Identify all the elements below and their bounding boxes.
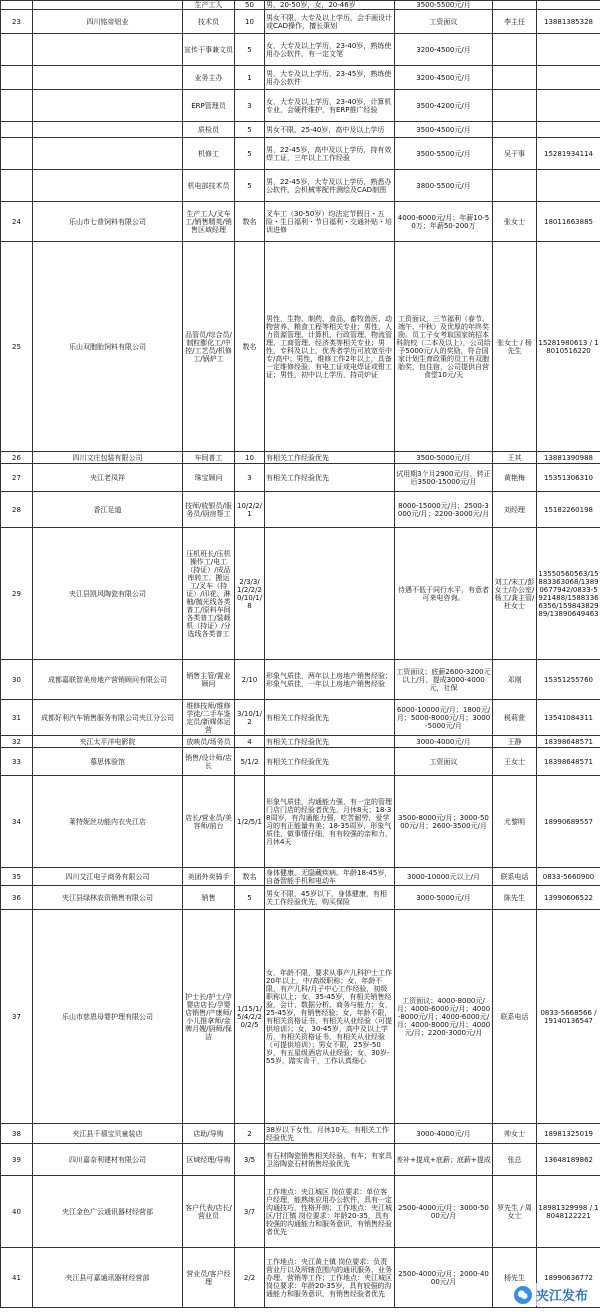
table-cell: 刘经理 [493,492,537,528]
table-cell: 3500-5000元/月 [395,452,493,464]
table-cell [33,66,183,90]
table-cell: 3 [235,90,265,122]
table-cell: 18990689557 [537,776,600,868]
table-cell: 有相关工作经验优先 [265,736,395,748]
table-cell: 客户代表/店长/营业员 [183,1176,235,1248]
table-cell: 夹江县凯风陶瓷有限公司 [33,528,183,660]
table-row [1,452,600,464]
table-cell: 质检员 [183,122,235,138]
table-cell: 3500-5500元/月 [395,138,493,170]
table-cell: 女，年龄不限，要求从事产儿科护士工作20年以上，中/高级职称；女，年龄不限，有产儿科/月子中心工作经验，初级职称以上；女，35-45岁，有相关销售经验，会计、数据分析、商务与能力；女，25-45岁，有销售经验；女，年龄不限，有相关资格证书，有相关从业经验（可提供培训）；女，30-45岁，高中及以上学历，有相关资格证书，有相关从业经验（可提供培训）；男女不限，25岁-50岁，有五星级酒店从业经验；女，30岁-55岁，踏实肯干，工作认真细心 [265,910,395,1124]
table-cell [493,34,537,66]
table-cell: 5 [235,138,265,170]
table-row [1,34,600,66]
table-cell: 3200-4500元/月 [395,34,493,66]
table-cell: 13550560563/15883363068/13890677942/0833-5921488/15883366356/15984382989/13890649463 [537,528,600,660]
table-cell: 3 [235,464,265,492]
table-cell: 销售 [183,886,235,910]
table-cell: 有石材陶瓷销售相关经验，有车；有家具卫浴陶瓷石材销售经验优先 [265,1144,395,1176]
table-cell: 37 [1,910,33,1124]
table-cell: 形象气质佳，两年以上房地产销售经验；形象气质佳，一年以上房地产销售经验 [265,660,395,700]
table-cell: 15351255760 [537,660,600,700]
table-cell [33,34,183,66]
table-cell: 工资面议；4000-8000元/月；4000-6000元/月；4000-8000元/月；4000-6000元/月；4000-8000元/月；4000元/月；2200-3000元/月 [395,910,493,1124]
table-cell: 生产工人 [183,1,235,10]
table-cell: 试用期3个月2900元/月，转正后3500-15000元/月 [395,464,493,492]
table-cell: 成都嘉联智美房地产营销顾问有限公司 [33,660,183,700]
table-cell [33,90,183,122]
table-cell: 15281980613 / 18010516220 [537,242,600,452]
table-cell: 29 [1,528,33,660]
table-cell: 18990636772 [537,1248,600,1308]
table-cell: 维修技师/维修学徒/二手车鉴定员/新媒体运营 [183,700,235,736]
table-cell: 3000-10000元以上/月 [395,868,493,886]
table-cell: 夹江老凤祥 [33,464,183,492]
table-cell: 王其 [493,452,537,464]
table-row [1,1176,600,1248]
table-cell: 乐山市慈恩母婴护理有限公司 [33,910,183,1124]
table-cell: 3/7 [235,1176,265,1248]
table-cell: 27 [1,464,33,492]
table-cell: 夹江金色广云通讯器材经营部 [33,1176,183,1248]
table-cell: 26 [1,452,33,464]
table-cell: 身体健康，无隐藏疾病。年龄18-45岁，自备智能手机和电动车 [265,868,395,886]
table-cell: 宣传干事兼文员 [183,34,235,66]
table-cell: 男女不限，25-40岁，高中及以上学历 [265,122,395,138]
table-cell: 6000-10000元/月；1800元/月；5000-8000元/月；3000-5000元/月 [395,700,493,736]
table-row [1,748,600,776]
table-cell [537,34,600,66]
table-cell: 1/2/5/1 [235,776,265,868]
table-cell: 压机班长/压机操作工/电工（持证）/成品库转工、搬运工/叉车（持证）/印花、淋釉/抛光线各类普工/原料车间各类普工/装载机（持证）/分选线各类普工 [183,528,235,660]
table-cell: 5 [235,886,265,910]
table-cell: 工资面议 [395,10,493,34]
table-cell [1,170,33,202]
table-cell [33,138,183,170]
table-cell: 2/2 [235,1248,265,1308]
table-cell: 店助/导购 [183,1124,235,1144]
table-cell: 四川铭帝铝业 [33,10,183,34]
table-row [1,242,600,452]
table-cell: 13541084311 [537,700,600,736]
table-cell: 珠宝顾问 [183,464,235,492]
table-cell: 3500-8000元/月；3000-5000元/月；2600-3500元/月 [395,776,493,868]
table-cell: 18398648571 [537,748,600,776]
table-cell: 38 [1,1124,33,1144]
table-cell: 叉车工（30-50岁）均法定节假日・五险・生日福利・节日福利・交通补贴・培训进修 [265,202,395,242]
table-cell: 8000-15000元/月；2500-3000元/月；2200-3000元/月 [395,492,493,528]
table-row [1,736,600,748]
table-cell: 10 [235,452,265,464]
table-cell: 机电部技术员 [183,170,235,202]
table-cell: 5 [235,122,265,138]
table-cell: 车间普工 [183,452,235,464]
table-cell: 3000-4000元/月 [395,1124,493,1144]
table-cell: 有相关工作经验优先 [265,464,395,492]
table-cell: 女，大专及以上学历，23-40岁，熟练使用办公软件，有一定文笔 [265,34,395,66]
table-row [1,776,600,868]
table-cell [493,66,537,90]
table-cell: 3500-5500元/月 [395,1,493,10]
table-cell: 24 [1,202,33,242]
table-cell: 13881390988 [537,452,600,464]
table-cell: 放映员/场务员 [183,736,235,748]
table-cell [33,170,183,202]
table-cell: 15182260198 [537,492,600,528]
table-row [1,90,600,122]
table-cell: 13990606522 [537,886,600,910]
table-cell: 数名 [235,202,265,242]
table-cell: 杨先生 [493,1248,537,1308]
table-cell: 莱特妮丝功能内衣夹江店 [33,776,183,868]
table-cell [493,90,537,122]
table-cell [1,122,33,138]
table-row [1,464,600,492]
table-cell: 夹江县可嘉通讯器材经营部 [33,1248,183,1308]
table-cell: 夹江太平洋电影院 [33,736,183,748]
table-cell: 10 [235,10,265,34]
watermark-text: 夹江发布 [535,1289,588,1304]
table-cell: 2500-4000元/月；3000-5000元/月 [395,1176,493,1248]
table-cell: 36 [1,886,33,910]
table-row [1,910,600,1124]
table-cell [1,138,33,170]
table-cell: 工资面议，三节福利（春节、端午、中秋）及优厚的年终奖励。员工子女考取国家统招本科院校（二本及以上），公司给予5000元/人的奖励，符合国家计划生育政策的员工有双胞胎奖，包住宿，公司提供自营食堂10元/天 [395,242,493,452]
table-cell [537,66,600,90]
table-cell: 品管员/综合员/制粒膨化工/中控/工艺员/机修工/锅炉工 [183,242,235,452]
table-cell [537,90,600,122]
table-cell: 3500-4200元/月 [395,90,493,122]
table-cell: 联系电话 [493,868,537,886]
table-row [1,1,600,10]
table-cell: 10/2/2/1 [235,492,265,528]
table-row [1,66,600,90]
table-cell: 工资面议 [395,748,493,776]
table-cell: 18981329998 / 18048122221 [537,1176,600,1248]
table-cell: 18011663885 [537,202,600,242]
table-cell: 差补+提成+底薪；底薪+提成 [395,1144,493,1176]
table-cell: 3000-5000元/月 [395,886,493,910]
table-cell: 4000-6000元/月；年薪10-50万；年薪50-200万 [395,202,493,242]
table-cell: 23 [1,10,33,34]
table-cell: 吴干事 [493,138,537,170]
table-row [1,660,600,700]
table-cell: 护士长/护士/孕婴店店长/孕婴店销售/产康师/小儿推拿师/金牌月嫂/厨师/保洁 [183,910,235,1124]
table-cell: 数名 [235,242,265,452]
table-cell: 3800-5500元/月 [395,170,493,202]
table-row [1,122,600,138]
table-cell: 15281934114 [537,138,600,170]
table-cell: 31 [1,700,33,736]
table-cell: 5/1/2 [235,748,265,776]
table-cell: 区域经理/导购 [183,1144,235,1176]
table-cell: 28 [1,492,33,528]
table-cell: 工资面议；底薪2600-3200元以上/月，提成3000-4000元，社保 [395,660,493,700]
table-cell: 刘工/宋工/彭女士/办公室/杨工/龚主管/杜女士 [493,528,537,660]
table-cell [265,528,395,660]
table-cell [1,90,33,122]
table-row [1,202,600,242]
table-cell: 男，22-45岁，高中及以上学历，持有效焊工证，三年以上工作经验 [265,138,395,170]
table-cell: 男女不限，大专及以上学历，会手画设计或CAD操作，擅长策划 [265,10,395,34]
table-cell: 李主任 [493,10,537,34]
table-cell: 待遇不低于同行水平，有意者可来电咨询。 [395,528,493,660]
table-cell: 夹江县绿林农资销售有限公司 [33,886,183,910]
table-cell: 乐山市七普饲料有限公司 [33,202,183,242]
table-cell: 张女士 [493,202,537,242]
table-cell: 33 [1,748,33,776]
table-cell: 13881385328 [537,10,600,34]
table-cell: 工作地点：夹江城区 岗位要求：单位客户经理，能熟练应用办公软件，具有一定沟通技巧，性格开朗；工作地点：夹江城区/甘江镇 岗位要求：年龄20-35，具有较强的沟通能力和服务意识，有销售经验者优先 [265,1176,395,1248]
table-cell: 尤黎明 [493,776,537,868]
table-cell [265,492,395,528]
table-row [1,886,600,910]
table-cell: 销售/设计师/店长 [183,748,235,776]
table-cell: 有相关工作经验优先 [265,700,395,736]
table-row [1,868,600,886]
table-cell [33,1,183,10]
table-cell: 营业员/客户经理 [183,1248,235,1308]
table-cell [537,170,600,202]
table-cell: 41 [1,1248,33,1308]
table-cell: 四川文庄包装有限公司 [33,452,183,464]
table-cell: 男，22-45岁，大专及以上学历，熟悉办公软件，会机械零配件测绘及CAD制图 [265,170,395,202]
table-cell [537,1,600,10]
table-cell: 税莉萱 [493,700,537,736]
table-cell: 3/10/1/2 [235,700,265,736]
table-cell: 2500-4000元/月；2000-4000元/月 [395,1248,493,1308]
table-cell: 美团外卖骑手 [183,868,235,886]
table-cell: 四川嘉奈利建材有限公司 [33,1144,183,1176]
table-row [1,10,600,34]
table-cell [493,122,537,138]
table-cell: 0833-5668566 / 19140136547 [537,910,600,1124]
table-cell: 30 [1,660,33,700]
table-row [1,700,600,736]
table-cell [1,34,33,66]
table-cell: 0833-5660900 [537,868,600,886]
table-cell: 3/5 [235,1144,265,1176]
table-cell: 有相关工作经验优先 [265,748,395,776]
table-cell: 男，20-50岁，女，20-46岁 [265,1,395,10]
table-cell: 业务主办 [183,66,235,90]
table-cell: 男性，生物、制药、食品、畜牧兽医、动物营养、粮食工程等相关专业；男性，人力资源管理、计算机、行政管理、物流管理、工商管理、经济类等相关专业；男性，专科及以上，优秀者学历可放宽至中专/高中；男性，维修工作2年以上，具备一定维修经验，有电工证或电焊证或钳工证；男性，初中以上学历，持司炉证 [265,242,395,452]
table-row [1,528,600,660]
table-cell: 生产工人/叉车工/销售精英/销售区域经理 [183,202,235,242]
table-cell [493,1,537,10]
watermark [510,1283,592,1306]
table-cell: 2/10 [235,660,265,700]
table-cell: 18398648571 [537,736,600,748]
table-cell: 39 [1,1144,33,1176]
table-cell: 3000-4000元/月 [395,736,493,748]
table-cell: 有相关工作经验优先 [265,452,395,464]
table-cell: 13648189862 [537,1144,600,1176]
table-cell: 2/3/3/1/2/2/20/10/1/8 [235,528,265,660]
table-row [1,492,600,528]
wechat-icon [514,1286,532,1304]
table-cell: 夹江县千禧宝贝童装店 [33,1124,183,1144]
table-cell: 男女不限，45岁以下，身体健康，有相关工作经验优先，购买保险 [265,886,395,910]
table-cell: 王静 [493,736,537,748]
table-cell: 邓刚 [493,660,537,700]
table-cell: 慕思体验馆 [33,748,183,776]
table-cell: 香江足道 [33,492,183,528]
table-cell: 15351306310 [537,464,600,492]
table-cell: 数名 [235,868,265,886]
table-cell: 2 [235,1124,265,1144]
table-cell: 32 [1,736,33,748]
table-cell: 34 [1,776,33,868]
table-cell: 技师/收银员/服务员/厨房帮工 [183,492,235,528]
table-cell: 陈先生 [493,886,537,910]
table-cell [493,170,537,202]
table-cell [537,122,600,138]
table-cell: 1 [235,66,265,90]
table-cell: 5 [235,170,265,202]
table-cell: 38岁以下女性，月休10天，有相关工作经验优先 [265,1124,395,1144]
table-cell: 50 [235,1,265,10]
table-cell: 形象气质佳，沟通能力强，有一定的管理门店门店的经验者优先，月休8天；18-38周岁，有沟通能力强，吃苦耐劳，爱学习的有正能量有美；18-35周岁，形象气质佳，做事情仔细，有有较强的亲和力，月休4天 [265,776,395,868]
table-cell: 王女士 [493,748,537,776]
table-cell: 张总 [493,1144,537,1176]
table-cell: 男，大专及以上学历，23-45岁，熟练使用办公软件 [265,66,395,90]
table-cell: 乐山双胞胎饲料有限公司 [33,242,183,452]
table-cell [33,122,183,138]
table-cell: 3500-4500元/月 [395,122,493,138]
table-cell: 工作地点：夹江黄土镇 岗位要求：负责营业厅以及所辖范围内的通讯服务、业务办理、营销等工作；工作地点：夹江城区 岗位要求：年龄20-35岁，具有较强的沟通能力和服务意识，有销售经验者优先 [265,1248,395,1308]
table-cell: ERP管理员 [183,90,235,122]
table-cell: 张女士 / 杨先生 [493,242,537,452]
table-cell [1,1,33,10]
table-cell: 25 [1,242,33,452]
table-cell: 店长/营业员/美容师/前台 [183,776,235,868]
table-cell: 18981325019 [537,1124,600,1144]
table-row [1,170,600,202]
table-cell: 四川艾江电子商务有限公司 [33,868,183,886]
table-cell: 40 [1,1176,33,1248]
table-cell: 技术员 [183,10,235,34]
table-cell: 女，大专及以上学历，23-40岁，计算机专业，会硬件维护，有ERP推广经验 [265,90,395,122]
table-cell: 罗先生 / 周女士 [493,1176,537,1248]
table-cell: 1/15/1/5/4/2/20/2/5 [235,910,265,1124]
table-cell: 35 [1,868,33,886]
table-cell: 黄艳梅 [493,464,537,492]
table-row [1,1124,600,1144]
table-cell: 机修工 [183,138,235,170]
table-cell: 4 [235,736,265,748]
table-cell: 销售主管/置业顾问 [183,660,235,700]
table-cell [1,66,33,90]
table-cell: 成都好利汽车销售服务有限公司夹江分公司 [33,700,183,736]
table-row [1,138,600,170]
table-cell: 3200-4500元/月 [395,66,493,90]
table-cell: 联系电话 [493,910,537,1124]
table-row [1,1144,600,1176]
table-cell: 帅女士 [493,1124,537,1144]
table-cell: 5 [235,34,265,66]
